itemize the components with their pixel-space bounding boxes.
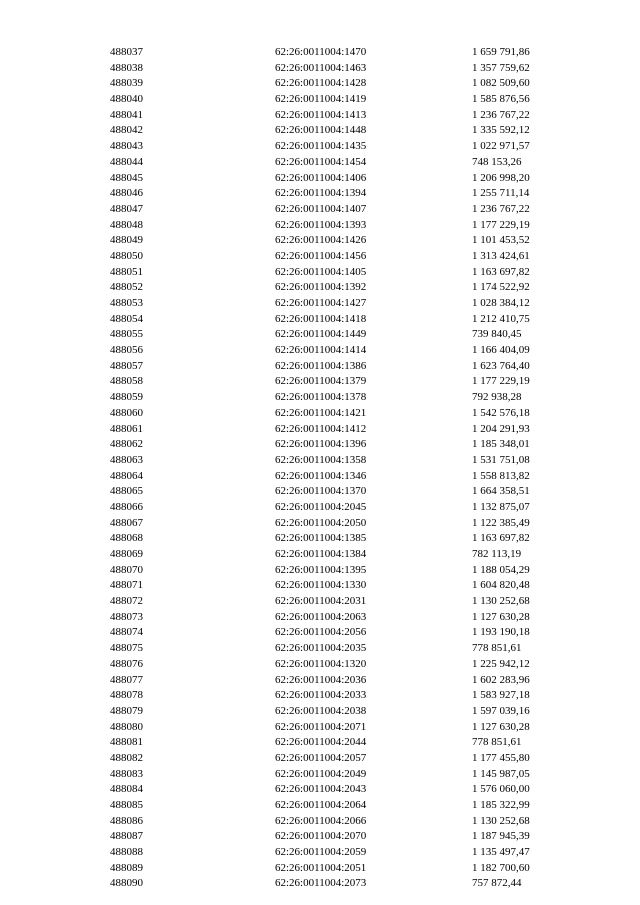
table-row <box>0 374 640 390</box>
value-amount: 1 122 385,49 <box>472 516 530 529</box>
cadastral-number: 62:26:0011004:1427 <box>275 297 367 309</box>
value-amount: 1 206 998,20 <box>472 171 530 184</box>
value-amount: 1 558 813,82 <box>472 469 530 482</box>
value-amount: 1 177 229,19 <box>472 375 530 388</box>
table-row <box>0 76 640 92</box>
table-row <box>0 92 640 108</box>
cadastral-number: 62:26:0011004:1463 <box>275 61 367 74</box>
cadastral-number: 62:26:0011004:2043 <box>275 783 367 796</box>
cadastral-number: 62:26:0011004:1320 <box>275 657 367 670</box>
row-number: 488039 <box>110 77 143 90</box>
value-amount: 1 132 875,07 <box>472 500 530 513</box>
cadastral-number: 62:26:0011004:2066 <box>275 814 367 827</box>
row-number: 488062 <box>110 438 143 451</box>
value-amount: 1 604 820,48 <box>472 579 530 592</box>
value-amount: 1 188 054,29 <box>472 563 530 576</box>
row-number: 488041 <box>110 108 143 121</box>
value-amount: 1 135 497,47 <box>472 846 530 859</box>
table-row <box>0 249 640 265</box>
table-row <box>0 484 640 500</box>
table-row <box>0 704 640 720</box>
table-row <box>0 578 640 594</box>
table-row <box>0 673 640 689</box>
value-amount: 739 840,45 <box>472 328 522 341</box>
row-number: 488088 <box>110 846 143 859</box>
value-amount: 757 872,44 <box>472 877 522 890</box>
row-number: 488069 <box>110 548 143 560</box>
cadastral-number: 62:26:0011004:1378 <box>275 391 367 404</box>
table-row <box>0 406 640 422</box>
row-number: 488040 <box>110 93 143 106</box>
table-row <box>0 814 640 830</box>
value-amount: 1 236 767,22 <box>472 202 530 215</box>
value-amount: 1 659 791,86 <box>472 46 530 58</box>
cadastral-number: 62:26:0011004:2044 <box>275 736 367 749</box>
cadastral-number: 62:26:0011004:1456 <box>275 249 367 262</box>
value-amount: 1 583 927,18 <box>472 689 530 702</box>
cadastral-number: 62:26:0011004:2049 <box>275 767 367 780</box>
cadastral-number: 62:26:0011004:1379 <box>275 375 367 388</box>
table-row <box>0 625 640 641</box>
row-number: 488063 <box>110 453 143 466</box>
value-amount: 778 851,61 <box>472 736 522 749</box>
value-amount: 1 185 322,99 <box>472 799 530 811</box>
table-row <box>0 390 640 406</box>
table-row <box>0 861 640 877</box>
value-amount: 1 602 283,96 <box>472 673 530 686</box>
table-row <box>0 845 640 861</box>
row-number: 488068 <box>110 532 143 545</box>
value-amount: 1 185 348,01 <box>472 438 530 451</box>
row-number: 488060 <box>110 406 143 419</box>
table-row <box>0 720 640 736</box>
value-amount: 1 193 190,18 <box>472 626 530 639</box>
row-number: 488084 <box>110 783 143 796</box>
table-row <box>0 265 640 281</box>
value-amount: 1 127 630,28 <box>472 610 530 623</box>
row-number: 488054 <box>110 312 143 325</box>
row-number: 488085 <box>110 799 143 811</box>
value-amount: 1 187 945,39 <box>472 830 530 843</box>
cadastral-number: 62:26:0011004:1407 <box>275 202 367 215</box>
cadastral-number: 62:26:0011004:2071 <box>275 720 367 733</box>
table-row <box>0 469 640 485</box>
row-number: 488081 <box>110 736 143 749</box>
table-row <box>0 500 640 516</box>
cadastral-number: 62:26:0011004:1393 <box>275 218 367 231</box>
row-number: 488083 <box>110 767 143 780</box>
table-row <box>0 422 640 438</box>
table-row <box>0 108 640 124</box>
value-amount: 1 177 229,19 <box>472 218 530 231</box>
value-amount: 1 236 767,22 <box>472 108 530 121</box>
row-number: 488072 <box>110 595 143 608</box>
value-amount: 1 022 971,57 <box>472 140 530 153</box>
table-row <box>0 202 640 218</box>
cadastral-number: 62:26:0011004:1395 <box>275 563 367 576</box>
table-row <box>0 312 640 328</box>
row-number: 488074 <box>110 626 143 639</box>
row-number: 488070 <box>110 563 143 576</box>
cadastral-number: 62:26:0011004:2059 <box>275 846 367 859</box>
table-row <box>0 641 640 657</box>
cadastral-number: 62:26:0011004:2033 <box>275 689 367 702</box>
table-row <box>0 453 640 469</box>
cadastral-number: 62:26:0011004:2073 <box>275 877 367 890</box>
value-amount: 1 212 410,75 <box>472 312 530 325</box>
table-row <box>0 186 640 202</box>
table-row <box>0 547 640 563</box>
value-amount: 1 101 453,52 <box>472 234 530 247</box>
table-row <box>0 280 640 296</box>
cadastral-number: 62:26:0011004:1370 <box>275 485 367 498</box>
row-number: 488043 <box>110 140 143 153</box>
value-amount: 792 938,28 <box>472 391 522 404</box>
value-amount: 1 664 358,51 <box>472 485 530 498</box>
table-row <box>0 45 640 61</box>
value-amount: 1 225 942,12 <box>472 657 530 670</box>
table-row <box>0 359 640 375</box>
table-row <box>0 233 640 249</box>
value-amount: 1 335 592,12 <box>472 124 530 137</box>
cadastral-number: 62:26:0011004:1386 <box>275 359 367 372</box>
value-amount: 1 028 384,12 <box>472 297 530 309</box>
cadastral-number: 62:26:0011004:2056 <box>275 626 367 639</box>
cadastral-number: 62:26:0011004:2045 <box>275 500 367 513</box>
table-row <box>0 218 640 234</box>
row-number: 488037 <box>110 46 143 58</box>
row-number: 488077 <box>110 673 143 686</box>
row-number: 488061 <box>110 422 143 435</box>
table-row <box>0 531 640 547</box>
value-amount: 782 113,19 <box>472 548 522 560</box>
document-table <box>0 45 640 892</box>
row-number: 488058 <box>110 375 143 388</box>
value-amount: 1 166 404,09 <box>472 344 530 357</box>
cadastral-number: 62:26:0011004:2036 <box>275 673 367 686</box>
value-amount: 1 145 987,05 <box>472 767 530 780</box>
table-row <box>0 782 640 798</box>
cadastral-number: 62:26:0011004:1406 <box>275 171 367 184</box>
cadastral-number: 62:26:0011004:1435 <box>275 140 367 153</box>
value-amount: 1 597 039,16 <box>472 704 530 717</box>
value-amount: 1 585 876,56 <box>472 93 530 106</box>
row-number: 488082 <box>110 751 143 764</box>
row-number: 488076 <box>110 657 143 670</box>
table-row <box>0 798 640 814</box>
row-number: 488075 <box>110 642 143 655</box>
row-number: 488057 <box>110 359 143 372</box>
row-number: 488078 <box>110 689 143 702</box>
value-amount: 1 127 630,28 <box>472 720 530 733</box>
table-row <box>0 139 640 155</box>
row-number: 488066 <box>110 500 143 513</box>
table-row <box>0 610 640 626</box>
value-amount: 1 576 060,00 <box>472 783 530 796</box>
value-amount: 778 851,61 <box>472 642 522 655</box>
row-number: 488046 <box>110 187 143 200</box>
table-row <box>0 61 640 77</box>
table-row <box>0 296 640 312</box>
table-row <box>0 327 640 343</box>
cadastral-number: 62:26:0011004:2063 <box>275 610 367 623</box>
row-number: 488045 <box>110 171 143 184</box>
value-amount: 1 163 697,82 <box>472 532 530 545</box>
row-number: 488042 <box>110 124 143 137</box>
row-number: 488050 <box>110 249 143 262</box>
row-number: 488048 <box>110 218 143 231</box>
cadastral-number: 62:26:0011004:2031 <box>275 595 367 608</box>
value-amount: 1 204 291,93 <box>472 422 530 435</box>
table-row <box>0 155 640 171</box>
value-amount: 1 182 700,60 <box>472 861 530 874</box>
row-number: 488065 <box>110 485 143 498</box>
cadastral-number: 62:26:0011004:1426 <box>275 234 367 247</box>
value-amount: 748 153,26 <box>472 155 522 168</box>
table-row <box>0 767 640 783</box>
cadastral-number: 62:26:0011004:1392 <box>275 281 367 294</box>
cadastral-number: 62:26:0011004:1418 <box>275 312 367 325</box>
cadastral-number: 62:26:0011004:1358 <box>275 453 367 466</box>
row-number: 488053 <box>110 297 143 309</box>
value-amount: 1 174 522,92 <box>472 281 530 294</box>
value-amount: 1 163 697,82 <box>472 265 530 278</box>
row-number: 488056 <box>110 344 143 357</box>
table-row <box>0 171 640 187</box>
value-amount: 1 177 455,80 <box>472 751 530 764</box>
value-amount: 1 130 252,68 <box>472 595 530 608</box>
row-number: 488080 <box>110 720 143 733</box>
value-amount: 1 357 759,62 <box>472 61 530 74</box>
row-number: 488059 <box>110 391 143 404</box>
row-number: 488089 <box>110 861 143 874</box>
table-row <box>0 437 640 453</box>
table-row <box>0 657 640 673</box>
cadastral-number: 62:26:0011004:1449 <box>275 328 367 341</box>
row-number: 488055 <box>110 328 143 341</box>
row-number: 488051 <box>110 265 143 278</box>
table-row <box>0 735 640 751</box>
row-number: 488038 <box>110 61 143 74</box>
table-row <box>0 563 640 579</box>
row-number: 488079 <box>110 704 143 717</box>
table-row <box>0 594 640 610</box>
row-number: 488047 <box>110 202 143 215</box>
row-number: 488049 <box>110 234 143 247</box>
row-number: 488090 <box>110 877 143 890</box>
value-amount: 1 313 424,61 <box>472 249 530 262</box>
cadastral-number: 62:26:0011004:1470 <box>275 46 367 58</box>
value-amount: 1 082 509,60 <box>472 77 530 90</box>
table-row <box>0 751 640 767</box>
row-number: 488086 <box>110 814 143 827</box>
table-row <box>0 516 640 532</box>
table-row <box>0 343 640 359</box>
table-row <box>0 123 640 139</box>
cadastral-number: 62:26:0011004:1385 <box>275 532 367 545</box>
cadastral-number: 62:26:0011004:1428 <box>275 77 367 90</box>
value-amount: 1 255 711,14 <box>472 187 530 200</box>
row-number: 488087 <box>110 830 143 843</box>
value-amount: 1 623 764,40 <box>472 359 530 372</box>
table-row <box>0 829 640 845</box>
table-row <box>0 688 640 704</box>
value-amount: 1 542 576,18 <box>472 406 530 419</box>
cadastral-number: 62:26:0011004:1413 <box>275 108 367 121</box>
row-number: 488067 <box>110 516 143 529</box>
cadastral-number: 62:26:0011004:1419 <box>275 93 367 106</box>
cadastral-number: 62:26:0011004:2057 <box>275 751 367 764</box>
cadastral-number: 62:26:0011004:2064 <box>275 799 367 811</box>
cadastral-number: 62:26:0011004:2035 <box>275 642 367 655</box>
cadastral-number: 62:26:0011004:1412 <box>275 422 367 435</box>
row-number: 488064 <box>110 469 143 482</box>
cadastral-number: 62:26:0011004:1414 <box>275 344 367 357</box>
cadastral-number: 62:26:0011004:1405 <box>275 265 367 278</box>
cadastral-number: 62:26:0011004:1394 <box>275 187 367 200</box>
cadastral-number: 62:26:0011004:2050 <box>275 516 367 529</box>
cadastral-number: 62:26:0011004:1330 <box>275 579 367 592</box>
cadastral-number: 62:26:0011004:1396 <box>275 438 367 451</box>
row-number: 488073 <box>110 610 143 623</box>
cadastral-number: 62:26:0011004:2051 <box>275 861 367 874</box>
cadastral-number: 62:26:0011004:1454 <box>275 155 367 168</box>
value-amount: 1 531 751,08 <box>472 453 530 466</box>
value-amount: 1 130 252,68 <box>472 814 530 827</box>
row-number: 488071 <box>110 579 143 592</box>
cadastral-number: 62:26:0011004:1421 <box>275 406 367 419</box>
table-row <box>0 876 640 892</box>
cadastral-number: 62:26:0011004:1448 <box>275 124 367 137</box>
row-number: 488052 <box>110 281 143 294</box>
cadastral-number: 62:26:0011004:1346 <box>275 469 367 482</box>
cadastral-number: 62:26:0011004:2038 <box>275 704 367 717</box>
row-number: 488044 <box>110 155 143 168</box>
cadastral-number: 62:26:0011004:1384 <box>275 548 367 560</box>
cadastral-number: 62:26:0011004:2070 <box>275 830 367 843</box>
